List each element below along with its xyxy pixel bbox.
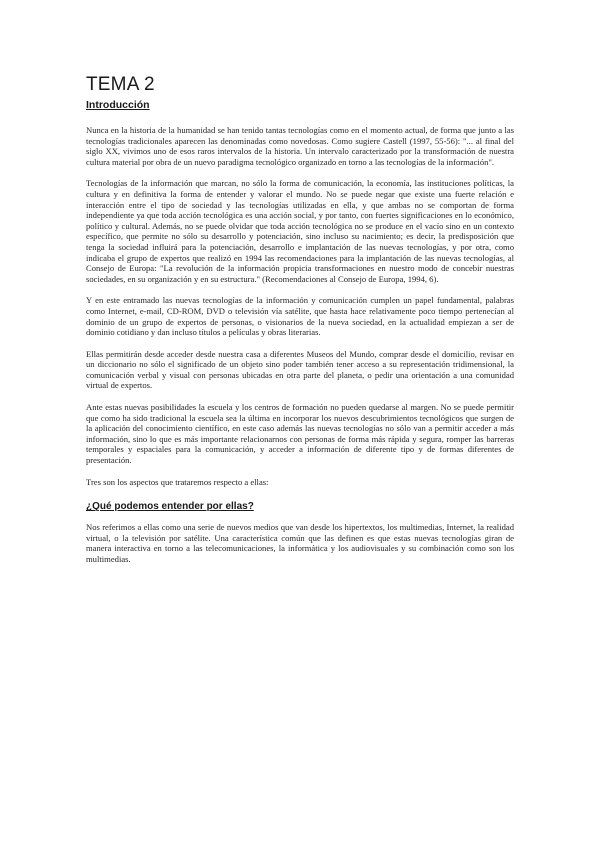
paragraph-1: Nunca en la historia de la humanidad se han tenido tantas tecnologías como en el momento actual, de forma que junto a las tecnologías tradicionales aparecen las denominadas como novedosas. Como sugiere Castell (1997, 55-56): "... al final del siglo XX, vivimos uno de esos raros intervalos de la historia. Un intervalo caracterizado por la transformación de nuestra cultura material por obra de un nuevo paradigma tecnológico organizado en torno a las tecnologías de la información".: [86, 125, 514, 167]
paragraph-2: Tecnologías de la información que marcan, no sólo la forma de comunicación, la economía, las instituciones políticas, la cultura y en definitiva la forma de entender y valorar el mundo. No se puede negar que existe una fuerte relación e interacción entre el tipo de sociedad y las tecnologías utilizadas en ella, y que ambas no se comportan de forma independiente ya que toda acción tecnológica es una acción social, y por tanto, con fuertes significaciones en lo económico, político y cultural. Además, no se puede olvidar que toda acción tecnológica no se produce en el vacío sino en un contexto específico, que permite no sólo su desarrollo y potenciación, sino incluso su nacimiento; es decir, la predisposición que tenga la sociedad influirá para la potenciación, desarrollo e implantación de las nuevas tecnologías, y por otra, como indicaba el grupo de expertos que realizó en 1994 las recomendaciones para la implantación de las nuevas tecnologías, al Consejo de Europa: "La revolución de la información propicia transformaciones en nuestro modo de concebir nuestras sociedades, en su organización y en su estructura." (Recomendaciones al Consejo de Europa, 1994, 6).: [86, 178, 514, 284]
paragraph-5: Ante estas nuevas posibilidades la escuela y los centros de formación no pueden quedarse al margen. No se puede permitir que como ha sido tradicional la escuela sea la última en incorporar los nuevos descubrimientos tecnológicos que surgen de la aplicación del conocimiento científico, en este caso además las nuevas tecnologías no sólo van a permitir acceder a más información, sino lo que es más importante relacionarnos con personas de forma más rápida y segura, romper las barreras temporales y espaciales para la comunicación, y acceder a información de diferente tipo y de formas diferentes de presentación.: [86, 402, 514, 466]
section-heading-introduccion: Introducción: [86, 99, 150, 111]
paragraph-4: Ellas permitirán desde acceder desde nuestra casa a diferentes Museos del Mundo, comprar desde el domicilio, revisar en un diccionario no sólo el significado de un objeto sino poder también tener acceso a su representación tridimensional, la comunicación verbal y visual con personas ubicadas en otra parte del planeta, o pedir una orientación a una comunidad virtual de expertos.: [86, 348, 514, 391]
paragraph-7: Nos referimos a ellas como una serie de nuevos medios que van desde los hipertextos, los multimedias, Internet, la realidad virtual, o la televisión por satélite. Una característica común que las definen es que estas nuevas tecnologías giran de manera interactiva en torno a las telecomunicaciones, la informática y los audiovisuales y su combinación como son los multimedias.: [86, 522, 514, 564]
paragraph-3: Y en este entramado las nuevas tecnologías de la información y comunicación cumplen un papel fundamental, palabras como Internet, e-mail, CD-ROM, DVD o televisión vía satélite, que hasta hace relativamente poco tiempo pertenecían al dominio de un grupo de expertos de personas, o visionarios de la nueva sociedad, en la actualidad empiezan a ser de dominio cotidiano y dan incluso títulos a películas y obras literarias.: [86, 295, 514, 338]
paragraph-6: Tres son los aspectos que trataremos respecto a ellas:: [86, 476, 269, 487]
page-title: TEMA 2: [86, 74, 155, 95]
question-heading: ¿Qué podemos entender por ellas?: [86, 501, 254, 513]
